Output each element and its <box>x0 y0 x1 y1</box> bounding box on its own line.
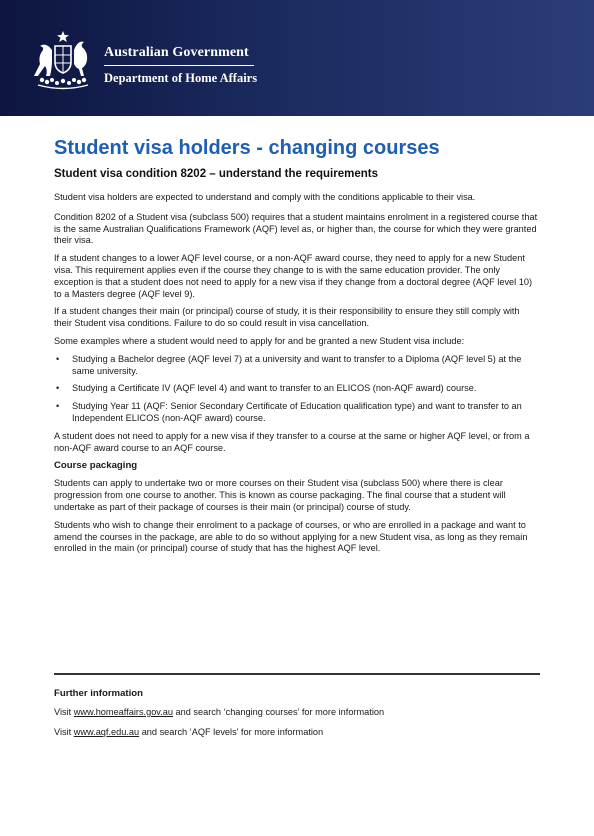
org-name <box>104 44 257 86</box>
paragraph-no-new-visa: A student does not need to apply for a new visa if they transfer to a course at the same or higher AQF level, or from a non-AQF award course to an AQF course. <box>54 430 530 453</box>
further-info-suffix: and search ‘AQF levels’ for more information <box>139 726 324 737</box>
main-content <box>54 134 539 561</box>
section-heading-course-packaging: Course packaging <box>54 460 138 472</box>
further-info-suffix: and search ‘changing courses’ for more information <box>173 707 385 717</box>
homeaffairs-link[interactable]: www.homeaffairs.gov.au <box>73 707 173 717</box>
org-name-divider <box>104 65 254 66</box>
bullet-icon: • <box>56 353 60 364</box>
further-info-prefix: Visit <box>54 726 74 737</box>
paragraph-responsibility: If a student changes their main (or principal) course of study, it is their responsibility to ensure they still comply with their Student visa conditions. Failure to do so could result in visa cancellation. <box>54 306 520 329</box>
paragraph-intro: Student visa holders are expected to understand and comply with the conditions applicable to their visa. <box>54 192 476 202</box>
list-item-text: Studying a Certificate IV (AQF level 4) and want to transfer to an ELICOS (non-AQF award) course. <box>72 383 477 394</box>
org-name-line1: Australian Government <box>104 45 249 60</box>
list-item <box>54 401 539 425</box>
section-heading-further-information: Further information <box>54 688 144 699</box>
bullet-icon: • <box>56 401 60 412</box>
list-item-text: Studying Year 11 (AQF: Senior Secondary Certificate of Education qualification type) and want to transfer to an Independent ELICOS (non-AQF award) course. <box>72 401 522 423</box>
aqf-link[interactable]: www.aqf.edu.au <box>73 726 140 737</box>
further-info-line <box>54 707 539 719</box>
list-item <box>54 354 539 378</box>
coat-of-arms-icon <box>30 30 96 92</box>
further-info-line <box>54 727 539 739</box>
paragraph-lower-level: If a student changes to a lower AQF level course, or a non-AQF award course, they need to apply for a new Student visa. This requirement applies even if the course they change to is with the same education provider. The only exception is that a student does not need to apply for a new visa if they change from a doctoral degree (AQF level 10) to a Masters degree (AQF level 9). <box>54 253 533 299</box>
examples-list <box>54 354 539 425</box>
list-item <box>54 383 539 395</box>
further-information <box>54 688 539 747</box>
footer-divider <box>54 673 540 675</box>
further-info-prefix: Visit <box>54 707 74 717</box>
paragraph-amend-package: Students who wish to change their enrolment to a package of courses, or who are enrolled in a package and want to amend the courses in the package, are able to do so without applying for a new Student visa, as long as they remain enrolled in the main (or principal) course of study that has the highest AQF level. <box>54 519 528 554</box>
page-title: Student visa holders - changing courses <box>54 137 440 159</box>
bullet-icon: • <box>56 383 60 394</box>
header-banner <box>0 0 594 116</box>
org-name-line2: Department of Home Affairs <box>104 71 258 85</box>
paragraph-condition: Condition 8202 of a Student visa (subclass 500) requires that a student maintains enrolment in a registered course that is the same Australian Qualifications Framework (AQF) level as, or higher than, the course for which they were granted their visa. <box>54 211 538 246</box>
paragraph-examples-intro: Some examples where a student would need to apply for and be granted a new Student visa include: <box>54 335 465 346</box>
paragraph-packaging: Students can apply to undertake two or more courses on their Student visa (subclass 500) where there is clear progression from one course to another. This is known as course packaging. The final course that a student will undertake as part of their package of courses is their main (or principal) course of study. <box>54 478 506 512</box>
list-item-text: Studying a Bachelor degree (AQF level 7) at a university and want to transfer to a Diploma (AQF level 5) at the same university. <box>72 353 522 376</box>
page-subtitle: Student visa condition 8202 – understand the requirements <box>54 168 378 180</box>
